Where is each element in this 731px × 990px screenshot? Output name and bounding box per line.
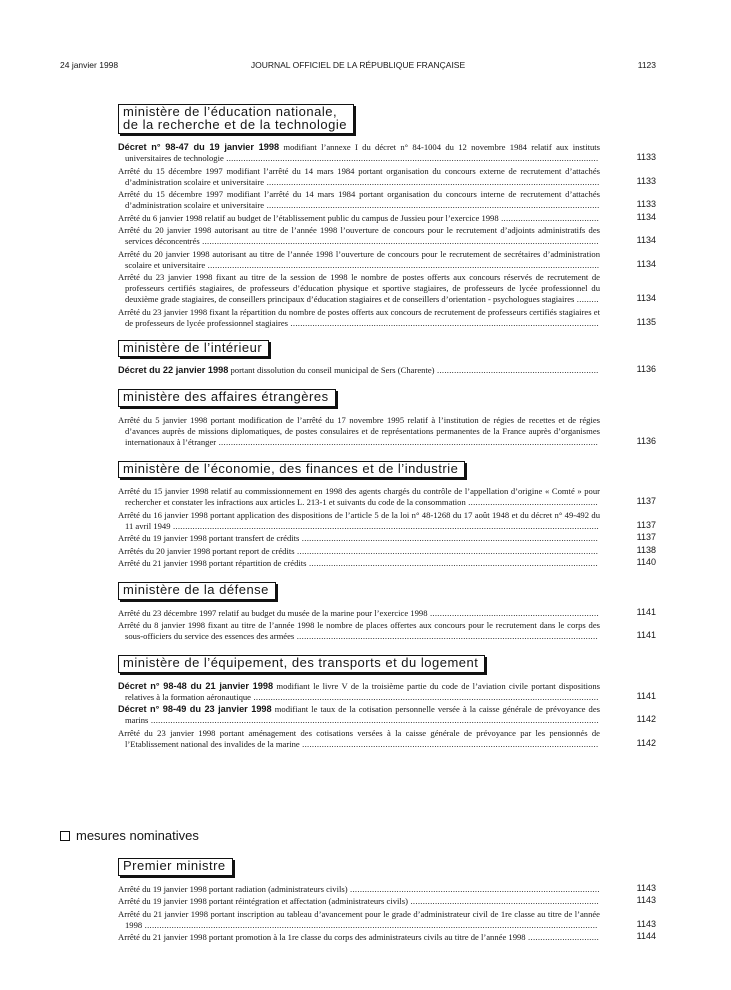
entry-text [118,189,600,211]
toc-entry[interactable] [118,142,656,164]
ministry-title-line: ministère de la défense [123,582,269,597]
entry-text [118,249,600,271]
entry-description: Arrêté du 23 décembre 1997 relatif au budget du musée de la marine pour l’exercice 1998 [118,607,428,618]
entry-page-number: 1137 [636,519,656,530]
dot-leader: .............................................................................................................................. [287,317,599,328]
entry-text [118,620,600,642]
toc-entry[interactable] [118,307,656,329]
dot-leader: ........................................................................................................................... [294,631,598,641]
mesures-label: mesures nominatives [76,828,199,843]
entry-text [118,510,600,532]
entry-text [118,533,600,544]
entry-text [118,896,600,907]
entry-description: Arrêté du 20 janvier 1998 autorisant au titre de l’année 1998 l’ouverture de concours pour le recrutement de secrétaires d’administration scolaire et universitaire [118,248,600,270]
ministry-section [118,857,656,943]
toc-entry[interactable] [118,510,656,532]
dot-leader: ............................. [525,932,600,942]
toc-entry[interactable] [118,225,656,247]
checkbox-square-icon [60,831,70,841]
entry-page-number: 1134 [636,211,656,222]
entry-description: Arrêté du 15 janvier 1998 relatif au commissionnement en 1998 des agents chargés du contrôle de l’appellation d’origine « Comté » pour rechercher et constater les infractions aux articles L. 213-1 et suivants du code de la consommation [118,486,600,507]
entry-description: Arrêté du 16 janvier 1998 portant application des dispositions de l’article 5 de la loi n° 48-1268 du 17 août 1948 et du décret n° 49-492 du 11 avril 1949 [118,509,600,531]
ministry-section [118,388,656,448]
entry-page-number: 1135 [636,316,656,327]
ministry-title-line: ministère des affaires étrangères [123,389,329,404]
dot-leader: .................................................................. [434,365,599,375]
entry-description: Arrêté du 23 janvier 1998 fixant la répartition du nombre de postes offerts aux concours de recrutement de professeurs certifiés stagiaires et de professeurs de lycée professionnel stagiaires [118,306,600,328]
entry-text [118,142,600,164]
dot-leader: ..................................................... [465,497,598,507]
toc-entry[interactable] [118,608,656,619]
ministry-title-box [118,461,465,479]
toc-entry[interactable] [118,909,656,931]
toc-entry[interactable] [118,272,656,305]
toc-entry[interactable] [118,704,656,726]
ministry-title-line: de la recherche et de la technologie [123,116,347,132]
dot-leader: ........................................ [498,212,600,223]
table-of-contents [118,104,656,751]
entry-page-number: 1133 [636,199,656,209]
entry-description: Arrêté du 23 janvier 1998 fixant au titre de la session de 1998 le nombre de postes offerts aux concours réservés de recrutement de professeurs certifiés stagiaires, de professeurs d’éducation physique et sportive stagiaires, de professeurs de lycée professionnel du deuxième grade stagiaires, de conseillers principaux d’éducation stagiaires et de conseillers d’orientation - psychologues stagiaires [118,272,600,304]
entry-text [118,681,600,703]
dot-leader: ........................................................................................................................................ [264,176,600,187]
entry-page-number: 1144 [636,931,656,941]
entry-description: Arrêté du 8 janvier 1998 fixant au titre de l’année 1998 le nombre de places offertes aux concours pour le recrutement dans le corps des sous-officiers du service des essences des armées [118,620,600,641]
dot-leader: ...................................................................................................................... [306,558,598,568]
entry-description: Arrêté du 19 janvier 1998 portant réintégration et affectation (administrateurs civils) [118,896,409,906]
entry-description: Arrêté du 23 janvier 1998 portant aménagement des cotisations versées à la caisse générale de prévoyance par les pensionnés de l’Etablissement national des invalides de la marine [118,727,600,749]
dot-leader: ..................................................................... [427,607,599,618]
ministry-title-box [118,655,485,673]
entry-description: Arrêté du 5 janvier 1998 portant modification de l’arrêté du 17 novembre 1995 relatif à l’institution de régies de recettes et de régies d’avances auprès de missions diplomatiques, de postes consulaires et de représentations permanentes de la France auprès d’organismes internationaux à l’étranger [118,414,600,447]
entry-text [118,415,600,448]
dot-leader: ......................................................................................................................... [299,533,599,543]
entry-description: Arrêté du 20 janvier 1998 autorisant au titre de l’année 1998 l’ouverture de concours pour le recrutement d’adjoints administratifs des services déconcentrés [118,225,600,246]
entry-description: Arrêté du 21 janvier 1998 portant inscription au tableau d’avancement pour le grade d’administrateur civil de 1re classe au titre de l’année 1998 [118,908,600,930]
toc-entry[interactable] [118,932,656,943]
entry-page-number: 1134 [636,235,656,245]
entry-decree-title: Décret du 22 janvier 1998 [118,365,229,375]
entry-text [118,932,600,943]
entry-description: Arrêté du 15 décembre 1997 modifiant l’arrêté du 14 mars 1984 portant organisation du concours externe de recrutement d’attachés d’administration scolaire et universitaire [118,165,600,187]
entry-page-number: 1143 [636,882,656,893]
dot-leader: ........................................................................................................................................................... [216,436,599,447]
entry-page-number: 1140 [636,557,656,567]
ministry-title-box [118,340,269,358]
toc-entry[interactable] [118,558,656,569]
entry-decree-title: Décret n° 98-47 du 19 janvier 1998 [118,142,280,152]
dot-leader: .................................................................................................................................................................. [199,236,599,246]
entry-page-number: 1137 [636,496,656,506]
ministry-title-line: ministère de l’éducation nationale, [123,104,338,119]
page-header [60,60,656,72]
entry-page-number: 1142 [636,737,656,748]
entry-text [118,704,600,726]
dot-leader: ........................................................................................................................................ [264,200,600,210]
header-date: 24 janvier 1998 [60,60,119,70]
toc-entry[interactable] [118,533,656,544]
toc-entry[interactable] [118,728,656,750]
entry-description: Arrêté du 19 janvier 1998 portant transfert de crédits [118,533,300,543]
toc-entry[interactable] [118,249,656,271]
table-of-contents-nominatives [118,857,656,955]
entry-page-number: 1143 [636,895,656,905]
ministry-section [118,104,656,329]
entry-description: portant dissolution du conseil municipal de Sers (Charente) [228,365,435,375]
entry-decree-title: Décret n° 98-49 du 23 janvier 1998 [118,704,272,714]
entry-description: modifiant le taux de la cotisation personnelle versée à la caisse générale de prévoyance des marins [125,704,601,725]
dot-leader: .............................................................................................................................................................................. [170,520,599,531]
dot-leader: ........................................................................................................................... [294,545,599,556]
ministry-title-box [118,104,354,134]
toc-entry[interactable] [118,166,656,188]
entry-page-number: 1142 [636,714,656,724]
entry-page-number: 1141 [636,606,656,617]
dot-leader: ....................................................................................................................................................................................... [148,715,599,725]
dot-leader: ........................................................................................................................................................ [223,153,599,163]
toc-entry[interactable] [118,415,656,448]
ministry-title-line: ministère de l’intérieur [123,339,263,355]
toc-entry[interactable] [118,620,656,642]
entry-page-number: 1137 [636,532,656,542]
entry-description: Arrêté du 15 décembre 1997 modifiant l’arrêté du 14 mars 1984 portant organisation du concours interne de recrutement d’attachés d’administration scolaire et universitaire [118,189,600,210]
toc-entry[interactable] [118,681,656,703]
entry-description: modifiant le livre V de la troisième partie du code de l’aviation civile portant dispositions relatives à la formation aéronautique [125,680,601,702]
toc-entry[interactable] [118,884,656,895]
dot-leader: ......................................................................................................................................................................................... [142,919,598,930]
ministry-section [118,654,656,750]
ministry-section [118,460,656,570]
entry-page-number: 1134 [636,258,656,269]
toc-entry[interactable] [118,546,656,557]
entry-page-number: 1133 [636,152,656,162]
entry-decree-title: Décret n° 98-48 du 21 janvier 1998 [118,680,274,691]
entry-page-number: 1143 [636,918,656,929]
entry-description: Arrêtés du 20 janvier 1998 portant report de crédits [118,545,295,556]
entry-text [118,909,600,931]
entry-text [118,884,600,895]
mesures-nominatives-heading [60,828,199,843]
header-page-number: 1123 [637,60,656,70]
entry-page-number: 1136 [636,435,656,446]
toc-entry[interactable] [118,486,656,508]
entry-text [118,546,600,557]
ministry-title-line: ministère de l’économie, des finances et de l’industrie [123,460,459,476]
toc-entry[interactable] [118,365,656,376]
entry-page-number: 1133 [636,175,656,186]
ministry-title-line: Premier ministre [123,858,226,873]
entry-text [118,307,600,329]
entry-text [118,213,600,224]
entry-text [118,365,600,376]
dot-leader: ............................................................................................................................................. [251,691,599,702]
entry-page-number: 1136 [636,364,656,374]
entry-description: Arrêté du 6 janvier 1998 relatif au budget de l’établissement public du campus de Jussieu pour l’exercice 1998 [118,212,499,223]
toc-entry[interactable] [118,896,656,907]
entry-text [118,225,600,247]
entry-page-number: 1141 [636,630,656,640]
entry-text [118,728,600,750]
ministry-section [118,339,656,377]
ministry-title-box [118,858,233,876]
entry-description: Arrêté du 21 janvier 1998 portant promotion à la 1re classe du corps des administrateurs civils au titre de l’année 1998 [118,932,526,942]
entry-page-number: 1141 [636,690,656,701]
ministry-title-box [118,389,336,407]
entry-text [118,166,600,188]
dot-leader: ......... [574,294,599,304]
entry-description: Arrêté du 21 janvier 1998 portant répartition de crédits [118,558,307,568]
entry-text [118,486,600,508]
entry-description: Arrêté du 19 janvier 1998 portant radiation (administrateurs civils) [118,883,348,894]
entry-text [118,558,600,569]
header-journal-title: JOURNAL OFFICIEL DE LA RÉPUBLIQUE FRANÇAISE [250,60,466,70]
ministry-title-line: ministère de l’équipement, des transports et du logement [123,655,479,670]
ministry-title-box [118,582,276,600]
entry-text [118,608,600,619]
ministry-section [118,581,656,642]
toc-entry[interactable] [118,189,656,211]
toc-entry[interactable] [118,213,656,224]
entry-page-number: 1134 [636,293,656,303]
dot-leader: ................................................................................................................................................................ [205,259,600,270]
entry-page-number: 1138 [636,544,656,555]
entry-description: modifiant l’annexe I du décret n° 84-1004 du 12 novembre 1984 relatif aux instituts universitaires de technologie [125,142,600,163]
dot-leader: ......................................................................................................................... [299,738,599,749]
dot-leader: ...................................................................................................... [347,883,600,894]
entry-text [118,272,600,305]
dot-leader: ............................................................................. [408,896,600,906]
